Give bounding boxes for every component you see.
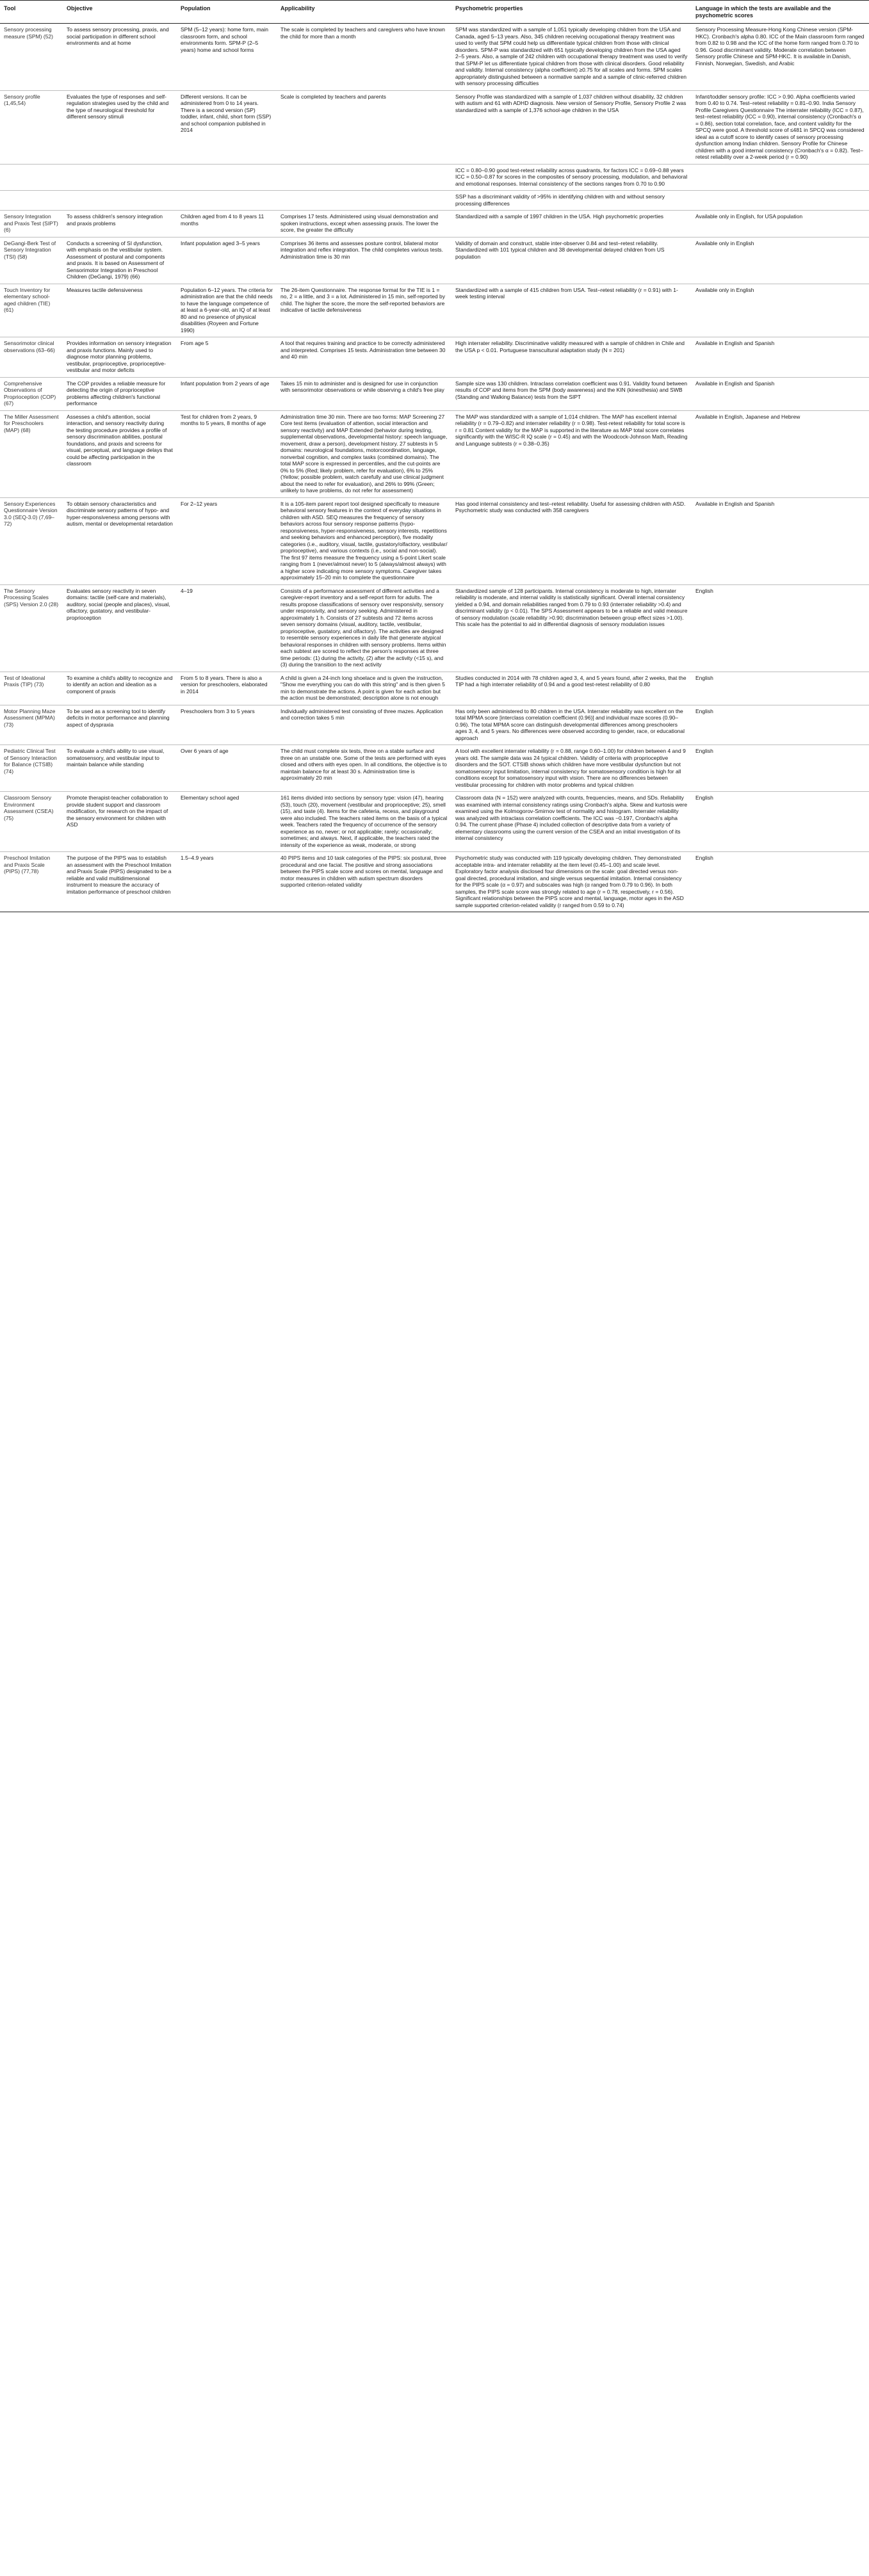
cell-tool: Test of Ideational Praxis (TIP) (73) [4,674,45,688]
cell-applicability: Consists of a performance assessment of different activities and a caregiver-report inventory and a self-report form for adults. The results propose classifications of sensory over responsivity, sensory under responsivity, and sensory seeking. Administered in approximately 1 h. Consists of 27 subtests and 72 items across seven sensory domains (visual, auditory, tactile, vestibular, proprioceptive, gustatory, and olfactory). The activities are designed to resemble sensory experiences in daily life that generate atypical behavioral responses in children with sensory problems. Items within each subtest are scored to reflect the person's responses at three time periods: (1) during the activity, (2) after the activity (<15 s), and (3) during the transition to the next activity [280,587,446,668]
table-row [0,497,869,584]
cell-tool: Sensory Experiences Questionnaire Version 3.0 (SEQ-3.0) (7,69–72) [4,500,58,527]
cell-applicability: Administration time 30 min. There are two forms: MAP Screening 27 Core test items (evaluation of attention, social interaction and sensory reactivity) and MAP Extended (behavior during testing, supplemental observations, developmental history: speech language, movement, draw a person), development history. 27 subtests in 5 domains: neurological foundations, motorcoordination, language, nonverbal cognition, and complex tasks (combined domains). The total MAP score is expressed in percentiles, and the cut-points are 0% to 5% (Red; likely problem, refer for evaluation), 6% to 25% (Yellow; possible problem, watch carefully and use clinical judgment about the need to refer for evaluation), and 26% to 99% (Green; unlikely to have problems, do not refer for assessment) [280,413,448,494]
cell-psychometric-properties: Standardized sample of 128 participants. Internal consistency is moderate to high, interrater reliability is moderate, and internal validity is statistically significant. Overall internal consistency yielded a 0.94, and domain reliabilities ranged from 0.79 to 0.93 (interrater reliability >0.4) and discriminant validity (p < 0.01). The SPS Assessment appears to be a reliable and valid measure of sensory modulation (scale reliability >0.90; discrimination between group effect sizes >1.00). This scale has the potential to aid in differential diagnosis of sensory modulation issues [455,587,688,627]
cell-population: Population 6–12 years. The criteria for administration are that the child needs to have the language competence of at least a 6-year-old, an IQ of at least 80 and no presence of physical disabilities (Royeen and Fortune 1990) [181,286,273,334]
cell-language: English [695,855,713,861]
table-row [0,191,869,211]
cell-objective: To evaluate a child's ability to use visual, somatosensory, and vestibular input to maintain balance while standing [67,748,165,768]
cell-applicability: 161 items divided into sections by sensory type: vision (47), hearing (53), touch (20), movement (vestibular and proprioceptive; 25), smell (15), and taste (4). Items for the cafeteria, recess, and playground were also included. The teachers rated items on the basis of a typical week. Teachers rated the frequency of occurrence of the sensory experience as no, never; or not applicable; rarely; occasionally; sometimes; and always. Next, if applicable, the teachers rated the intensity of the experience as weak, moderate, or strong [280,794,448,848]
table-row [0,705,869,745]
cell-objective: The purpose of the PIPS was to establish an assessment with the Preschool Imitation and Praxis Scale (PIPS) designated to be a reliable and valid multidimensional instrument to measure the accuracy of imitation performance of preschool children [67,855,172,895]
cell-language: Available in English and Spanish [695,380,775,387]
cell-psychometric-properties: Sensory Profile was standardized with a sample of 1,037 children without disability, 32 children with autism and 61 with ADHD diagnosis. New version of Sensory Profile, Sensory Profile 2 was standardized with a sample of 1,376 school-age children in the USA [455,93,686,113]
cell-applicability: The 26-item Questionnaire. The response format for the TIE is 1 = no, 2 = a little, and 3 = a lot. Administered in 15 min, self-reported by child. The higher the score, the more the self-reported behaviors are indicative of tactile defensiveness [280,286,446,313]
cell-language: Available in English, Japanese and Hebrew [695,413,800,420]
cell-population: Preschoolers from 3 to 5 years [181,707,255,714]
cell-objective: To examine a child's ability to recognize and to identify an action and ideation as a component of praxis [67,674,173,695]
cell-objective: The COP provides a reliable measure for detecting the origin of proprioceptive problems affecting children's functional performance [67,380,166,407]
cell-objective: To be used as a screening tool to identify deficits in motor performance and planning aspect of dyspraxia [67,707,170,728]
cell-applicability: Individually administered test consisting of three mazes. Application and correction takes 5 min [280,707,443,721]
cell-objective: Assesses a child's attention, social interaction, and sensory reactivity during the testing procedure provides a profile of sensory discrimination abilities, postural foundations, and praxis and screens for visual, perceptual, and language delays that could be affecting participation in the classroom [67,413,173,467]
cell-tool [0,191,63,211]
table-row [0,792,869,852]
cell-objective: Measures tactile defensiveness [67,286,143,293]
cell-psychometric-properties: Standardized with a sample of 415 children from USA. Test–retest reliability (r = 0.91) with 1-week testing interval [455,286,678,300]
cell-applicability: A tool that requires training and practice to be correctly administered and interpreted. Comprises 15 tests. Administration time between 30 and 40 min [280,340,446,360]
cell-tool: Sensory Integration and Praxis Test (SIPT) (6) [4,213,58,233]
cell-applicability: A child is given a 24-inch long shoelace and is given the instruction, "Show me everything you can do with this string" and is then given 5 min to demonstrate the actions. A point is given for each action but the action must be demonstrated; description alone is not enough [280,674,445,701]
cell-applicability [277,191,451,211]
table-row [0,672,869,705]
table-row [0,852,869,912]
table-row [0,237,869,284]
cell-population: Infant population aged 3–5 years [181,239,260,246]
table-row [0,90,869,164]
cell-applicability: Scale is completed by teachers and parents [280,93,386,100]
cell-applicability [277,164,451,191]
cell-psychometric-properties: High interrater reliability. Discriminative validity measured with a sample of children in Chile and the USA p < 0.01. Portuguese transcultural adaptation study (N = 201) [455,340,685,353]
table-body [0,24,869,912]
header-objective: Objective [63,1,177,24]
header-applicability: Applicability [277,1,451,24]
cell-language: Available only in English, for USA population [695,213,803,220]
cell-objective: Promote therapist-teacher collaboration to provide student support and classroom modification, for research on the impact of the sensory environment for children with ASD [67,794,168,828]
table-row [0,24,869,91]
cell-language: English [695,587,713,594]
cell-language: English [695,794,713,801]
cell-objective: To assess sensory processing, praxis, and social participation in different school environments and at home [67,26,169,46]
cell-psychometric-properties: Validity of domain and construct, stable inter-observer 0.84 and test–retest reliability. Standardized with 101 typical children and 38 developmental delayed children from US population [455,239,665,260]
cell-applicability: Takes 15 min to administer and is designed for use in conjunction with sensorimotor observations or while observing a child's free play [280,380,444,393]
cell-language: English [695,748,713,754]
cell-population: Test for children from 2 years, 9 months to 5 years, 8 months of age [181,413,266,426]
cell-objective: Evaluates the type of responses and self-regulation strategies used by the child and the type of neurological threshold for different sensory stimuli [67,93,169,120]
cell-language: Available in English and Spanish [695,500,775,507]
cell-objective [63,191,177,211]
cell-psychometric-properties: Sample size was 130 children. Intraclass correlation coefficient was 0.91. Validity found between results of COP and items from the SPM (body awareness) and the KIN (kinesthesia) and SWB (Standing and Walking Balance) tests from the SIPT [455,380,688,400]
cell-applicability: Comprises 36 items and assesses posture control, bilateral motor integration and reflex integration. The child completes various tests. Administration time is 30 min [280,239,444,260]
cell-tool: Sensory processing measure (SPM) (52) [4,26,53,40]
table-row [0,164,869,191]
table-row [0,584,869,672]
header-psychometric-properties: Psychometric properties [451,1,692,24]
table-row [0,745,869,792]
table-row [0,284,869,337]
cell-tool: Motor Planning Maze Assessment (MPMA) (73) [4,707,56,728]
cell-psychometric-properties: SPM was standardized with a sample of 1,051 typically developing children from the USA and Canada, aged 5–13 years. Also, 345 children receiving occupational therapy treatment was used to verify that SPM could help us differentiate typical children from those with clinical disorders. SPM-P was standardized with 651 typically developing children from the USA aged 2–5 years. Also, a sample of 242 children with occupational therapy treatment was used to verify that SPM-P let us differentiate typical children from those with clinical disorders. Good reliability and validity. Internal consistency (alpha coefficient) ≥0.75 for all scales and forms. SPM scales appropriately distinguished between a normative sample and a sample of clinic-referred children with sensory processing difficulties [455,26,688,86]
cell-psychometric-properties: Studies conducted in 2014 with 78 children aged 3, 4, and 5 years found, after 2 weeks, that the TIP had a high interrater reliability of 0.94 and a good test-retest reliability of 0.80 [455,674,686,688]
cell-population: Different versions. It can be administered from 0 to 14 years. There is a second version (SP) toddler, infant, child, short form (SSP) and school companion published in 2014 [181,93,272,133]
assessment-tools-table [0,0,869,912]
cell-objective: Conducts a screening of SI dysfunction, with emphasis on the vestibular system. Assessment of postural and components and praxis. It is based on Assessment of Sensorimotor Integration in Preschool Children (DeGangi, 1979) (66) [67,239,165,280]
table-row [0,211,869,237]
cell-tool: Sensorimotor clinical observations (63–66) [4,340,55,353]
cell-tool: The Miller Assessment for Preschoolers (MAP) (68) [4,413,59,433]
cell-objective: To obtain sensory characteristics and discriminate sensory patterns of hypo- and hyper-responsiveness among persons with autism, mental or developmental retardation [67,500,173,527]
cell-tool: Preschool Imitation and Praxis Scale (PIPS) (77,78) [4,855,51,874]
table-header-row [0,1,869,24]
cell-psychometric-properties: Standardized with a sample of 1997 children in the USA. High psychometric properties [455,213,664,220]
cell-population: 4–19 [181,587,193,594]
cell-tool: DeGangi-Berk Test of Sensory Integration (TSI) (58) [4,239,56,260]
cell-tool: Classroom Sensory Environment Assessment (CSEA) (75) [4,794,54,821]
cell-tool: Touch Inventory for elementary school-aged children (TIE) (61) [4,286,51,313]
header-language: Language in which the tests are available and the psychometric scores [692,1,869,24]
cell-applicability: It is a 105-item parent report tool designed specifically to measure behavioral sensory features in the context of everyday situations in children with ASD. SEQ measures the frequency of sensory behaviors across four sensory response patterns (hypo-responsiveness, hyper-responsiveness, sensory interests, repetitions and seeking behaviors and enhanced perception), five modality categories (i.e., auditory, visual, tactile, gustatory/olfactory, vestibular/ proprioceptive), and various contexts (i.e., social and non-social). The first 97 items measure the frequency using a 5-point Likert scale ranging from 1 (never/almost never) to 5 (always/almost always) with a higher score indicating more sensory symptoms. Caregiver takes approximately 15–20 min to complete the questionnaire [280,500,448,581]
cell-applicability: 40 PIPS items and 10 task categories of the PIPS: six postural, three procedural and one facial. The positive and strong associations between the PIPS scale score and scores on mental, language and motor measures in children with autism spectrum disorders supported criterion-related validity [280,855,446,888]
cell-psychometric-properties: The MAP was standardized with a sample of 1,014 children. The MAP has excellent internal reliability (r = 0.79–0.82) and interrater reliability (r = 0.98). Test-retest reliability for total score is r = 0.81 Content validity for the MAP is supported in the literature as MAP total score correlates significantly with the WISC-R IQ scale (r = 0.45) and with the Woodcock-Johnson Math, Reading and Language subtests (r = 0.38–0.35) [455,413,688,447]
cell-applicability: Comprises 17 tests. Administered using visual demonstration and spoken instructions, except when assessing praxis. The lower the score, the greater the difficulty [280,213,439,233]
header-tool: Tool [0,1,63,24]
cell-objective: Evaluates sensory reactivity in seven domains: tactile (self-care and materials), auditory, social (people and places), visual, olfactory, gustatory, and vestibular-proprioception [67,587,170,621]
cell-population: From age 5 [181,340,209,346]
cell-population: Infant population from 2 years of age [181,380,270,387]
cell-psychometric-properties: Classroom data (N = 152) were analyzed with counts, frequencies, means, and SDs. Reliability was examined with internal consistency ratings using Cronbach's alpha. Skew and kurtosis were examined using the Kolmogorov-Smirnov test of normality and histogram. Interrater reliability was analyzed with intraclass correlation coefficients. The ICC was −0.197, Cronbach's alpha 0.94. The current phase (Phase 4) included collection of descriptive data from a variety of elementary classrooms using the current version of the CSEA and an initial investigation of its internal consistency [455,794,688,841]
cell-language [692,191,869,211]
cell-language: Infant/toddler sensory profile: ICC > 0.90. Alpha coefficients varied from 0.40 to 0.74. Test–retest reliability = 0.81–0.90. India Sensory Profile Caregivers Questionnaire The interrater reliability (ICC = 0.87), test–retest reliability (ICC = 0.90), internal consistency (Cronbach's α = 0.86), section total correlation, face, and content validity for the SPCQ were good. A threshold score of ≤481 in SPCQ was considered ideal as a cutoff score to identify cases of sensory processing dysfunction among Indian children. Sensory Profile for Chinese children with a good internal consistency (Cronbach's α = 0.82). Test–retest reliability over a 2-week period (r = 0.90) [695,93,865,160]
cell-objective: To assess children's sensory integration and praxis problems [67,213,163,227]
cell-objective: Provides information on sensory integration and praxis functions. Mainly used to diagnose motor planning problems, vestibular, proprioceptive, proprioceptive-vestibular and motor deficits [67,340,172,373]
cell-psychometric-properties: Has good internal consistency and test–retest reliability. Useful for assessing children with ASD. Psychometric study was conducted with 358 caregivers [455,500,686,513]
cell-psychometric-properties: SSP has a discriminant validity of >95% in identifying children with and without sensory processing differences [455,193,665,207]
cell-population: From 5 to 8 years. There is also a version for preschoolers, elaborated in 2014 [181,674,268,695]
table-row [0,337,869,378]
cell-tool: Comprehensive Observations of Proprioception (COP) (67) [4,380,56,407]
header-population: Population [177,1,277,24]
cell-tool [0,164,63,191]
cell-language: English [695,707,713,714]
cell-language: English [695,674,713,681]
cell-psychometric-properties: ICC = 0.80–0.90 good test-retest reliability across quadrants, for factors ICC = 0.69–0.88 years ICC = 0.50–0.87 for scores in the composites of sensory processing, modulation, and behavioral and emotional responses. Internal consistency of the sections ranges from 0.70 to 0.90 [455,166,688,187]
cell-language: Available in English and Spanish [695,340,775,346]
cell-population: Over 6 years of age [181,748,229,754]
cell-language: Available only in English [695,239,754,246]
cell-language [692,164,869,191]
cell-population [177,191,277,211]
cell-applicability: The child must complete six tests, three on a stable surface and three on an unstable one. Some of the tests are performed with eyes closed and others with eyes open. In all conditions, the objective is to maintain balance for at least 30 s. Administration time is approximately 20 min [280,748,447,781]
cell-population: Elementary school aged [181,794,240,801]
cell-tool: The Sensory Processing Scales (SPS) Version 2.0 (28) [4,587,59,608]
cell-language: Sensory Processing Measure-Hong Kong Chinese version (SPM-HKC). Cronbach's alpha 0.80. ICC of the Main classroom form ranged from 0.82 to 0.98 and the ICC of the home form ranged from 0.70 to 0.96. Good discriminant validity. Moderate correlation between Sensory profile Chinese and SPM-HKC. It is available in Danish, Finnish, Norwegian, Swedish, and Arabic [695,26,865,67]
cell-tool: Pediatric Clinical Test of Sensory Interaction for Balance (CTSIB) (74) [4,748,57,775]
cell-population: SPM (5–12 years): home form, main classroom form, and school environments form. SPM-P (2–5 years) home and school forms [181,26,268,53]
table-row [0,377,869,410]
cell-population: For 2–12 years [181,500,218,507]
cell-tool: Sensory profile (1,45,54) [4,93,40,106]
cell-population: Children aged from 4 to 8 years 11 months [181,213,264,227]
cell-population [177,164,277,191]
cell-psychometric-properties: Psychometric study was conducted with 119 typically developing children. They demonstrated acceptable intra- and interrater reliability at the item level (0.45–1.00) and scale level. Exploratory factor analysis disclosed four dimensions on the scale: goal directed versus non-goal directed, procedural imitation, and single versus sequential imitation. Internal consistency for the PIPS scale (α = 0.97) and subscales was high (α ranged from 0.79 to 0.96). In both samples, the PIPS scale score was strongly related to age (r = 0.78, respectively, r = 0.56). Significant relationships between the PIPS score and mental, language, motor ages in the ASD sample supported criterion-related validity (r ranged from 0.59 to 0.74) [455,855,684,908]
cell-psychometric-properties: A tool with excellent interrater reliability (r = 0.88, range 0.60–1.00) for children between 4 and 9 years old. The sample data was 24 typical children. Validity of criteria with proprioceptive disorders and the SOT. CTSIB shows which children have more vestibular dysfunction but not somatosensory input limitation, internal consistency for somatosensory condition is high for all conditions except for somatosensory input with vision. There are no differences between vestibular processing for children with motor problems and typical children [455,748,686,788]
cell-population: 1.5–4.9 years [181,855,214,861]
cell-applicability: The scale is completed by teachers and caregivers who have known the child for more than a month [280,26,446,40]
table-row [0,410,869,497]
cell-language: Available only in English [695,286,754,293]
cell-objective [63,164,177,191]
cell-psychometric-properties: Has only been administered to 80 children in the USA. Interrater reliability was excellent on the total MPMA score [interclass correlation coefficient (0.96)] and individual maze scores (0.90–0.96). The total MPMA score can distinguish developmental differences among preschoolers ages 3, 4, and 5 years. No differences were observed according to gender, race, or educational approach [455,707,685,741]
